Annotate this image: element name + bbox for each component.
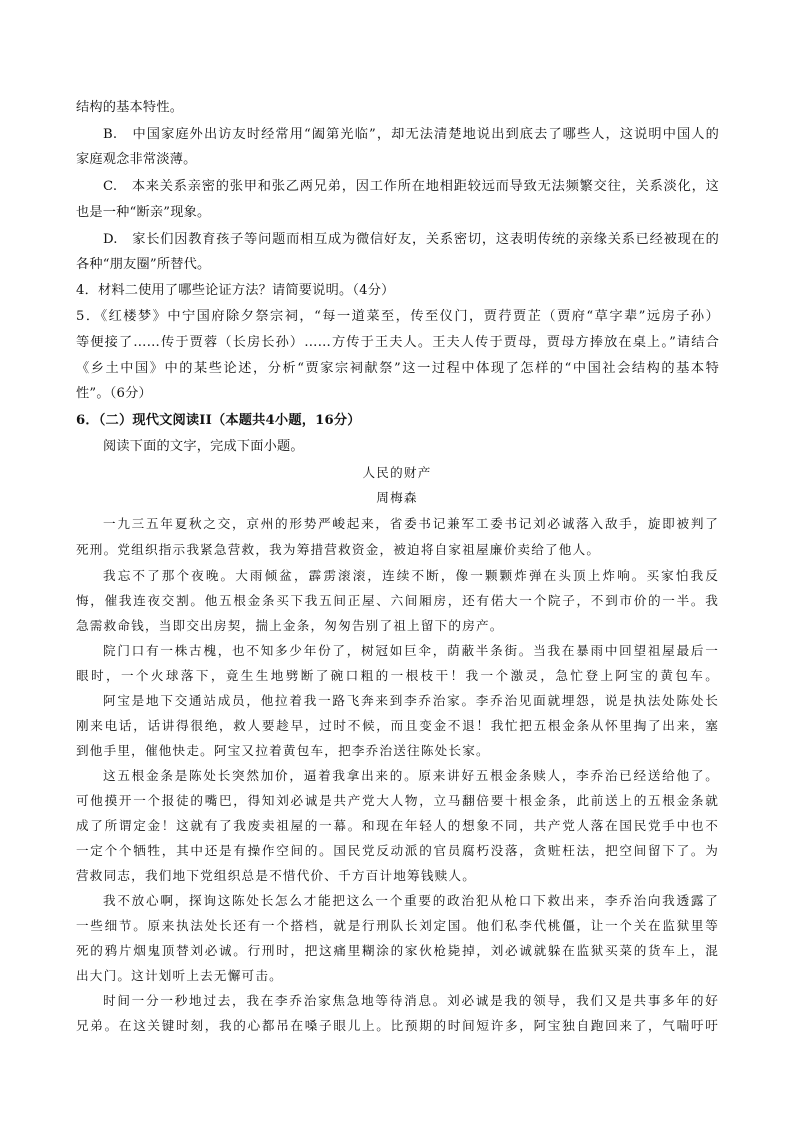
essay-author: 周梅森: [376, 490, 418, 505]
essay-line: 阿宝是地下交通站成员，他拉着我一路飞奔来到李乔治家。李乔治见面就埋怨，说是执法处陈处长: [103, 693, 719, 708]
question-5-line4: 性”。（6分）: [76, 386, 152, 401]
option-b-line1: B. 中国家庭外出访友时经常用“阖第光临”，却无法清楚地说出到底去了哪些人，这说明中国人的: [103, 127, 719, 142]
essay-line: 一定个个牺牲，其中还是有操作空间的。国民党反动派的官员腐朽没落，贪赃枉法，把空间留下了。为: [76, 843, 719, 858]
question-5-line1: 5．《红楼梦》中宁国府除夕祭宗祠，“每一道菜至，传至仪门，贾荇贾芷（贾府“草字辈”远房子孙）: [76, 309, 719, 324]
essay-title: 人民的财产: [362, 465, 432, 480]
essay-line: 刚来电话，话讲得很绝，救人要趁早，过时不候，而且变金不退！我忙把五根金条从怀里掏了出来，塞: [76, 718, 719, 733]
essay-line: 院门口有一株古槐，也不知多少年份了，树冠如巨伞，荫蔽半条街。当我在暴雨中回望祖屋最后一: [103, 643, 719, 658]
essay-line: 兄弟。在这关键时刻，我的心都吊在嗓子眼儿上。比预期的时间短许多，阿宝独自跑回来了，气喘吁吁: [76, 1018, 719, 1033]
essay-line: 死的鸦片烟鬼顶替刘必诚。行刑时，把这痛里糊涂的家伙枪毙掉，刘必诚就躲在监狱买菜的货车上，混: [76, 943, 719, 958]
essay-line: 营救同志，我们地下党组织总是不惜代价、千方百计地筹钱赎人。: [76, 868, 477, 883]
essay-line: 我忘不了那个夜晚。大雨倾盆，霹雳滚滚，连续不断，像一颗颗炸弹在头顶上炸响。买家怕我反: [103, 568, 719, 583]
essay-line: 急需救命钱，当即交出房契，揣上金条，匆匆告别了祖上留下的房产。: [76, 618, 504, 633]
essay-line: 时间一分一秒地过去，我在李乔治家焦急地等待消息。刘必诚是我的领导，我们又是共事多年的好: [103, 993, 719, 1008]
question-4: 4．材料二使用了哪些论证方法？请简要说明。（4分）: [76, 283, 395, 298]
option-a-continued: 结构的基本特性。: [76, 100, 184, 115]
essay-line: 悔，催我连夜交割。他五根金条买下我五间正屋、六间厢房，还有偌大一个院子，不到市价的一半。我: [76, 593, 719, 608]
essay-line: 死刑。党组织指示我紧急营救，我为筹措营救资金，被迫将自家祖屋廉价卖给了他人。: [76, 542, 601, 557]
option-c-line1: C. 本来关系亲密的张甲和张乙两兄弟，因工作所在地相距较远而导致无法频繁交往，关系淡化，这: [103, 179, 719, 194]
essay-line: 可他摸开一个报徒的嘴巴，得知刘必诚是共产党大人物，立马翻倍要十根金条，此前送上的五根金条就: [76, 793, 719, 808]
essay-line: 眼时，一个火球落下，竟生生地劈断了碗口粗的一根枝干！我一个激灵，急忙登上阿宝的黄包车。: [76, 668, 719, 683]
question-5-line2: 等便接了……传于贾蓉（长房长孙）……方传于王夫人。王夫人传于贾母，贾母方捧放在桌上。”请结合: [76, 335, 719, 350]
essay-line: 这五根金条是陈处长突然加价，逼着我拿出来的。原来讲好五根金条赎人，李乔治已经送给他了。: [103, 768, 719, 783]
essay-line: 成了所谓定金！这就有了我废卖祖屋的一幕。和现在年轻人的想象不同，共产党人落在国民党手中也不: [76, 818, 719, 833]
essay-line: 一些细节。原来执法处长还有一个搭档，就是行刑队长刘定国。他们私李代桃僵，让一个关在监狱里等: [76, 918, 719, 933]
essay-line: 我不放心啊，探询这陈处长怎么才能把这么一个重要的政治犯从枪口下救出来，李乔治向我透露了: [103, 893, 719, 908]
section-heading: 6．（二）现代文阅读II（本题共4小题，16分）: [76, 413, 361, 428]
option-d-line2: 各种“朋友圈”所替代。: [76, 257, 211, 272]
option-c-line2: 也是一种“断亲”现象。: [76, 205, 211, 220]
essay-line: 到他手里，催他快走。阿宝又拉着黄包车，把李乔治送往陈处长家。: [76, 743, 490, 758]
question-5-line3: 《乡土中国》中的某些论述，分析“贾家宗祠献祭”这一过程中体现了怎样的“中国社会结构的基本特: [76, 361, 719, 376]
option-b-line2: 家庭观念非常淡薄。: [76, 152, 197, 167]
essay-line: 一九三五年夏秋之交，京州的形势严峻起来，省委书记兼军工委书记刘必诚落入敌手，旋即被判了: [103, 516, 719, 531]
essay-line: 出大门。这计划听上去无懈可击。: [76, 968, 283, 983]
instruction: 阅读下面的文字，完成下面小题。: [103, 439, 304, 454]
option-d-line1: D. 家长们因教育孩子等问题而相互成为微信好友，关系密切，这表明传统的亲缘关系已经被现在的: [103, 232, 719, 247]
